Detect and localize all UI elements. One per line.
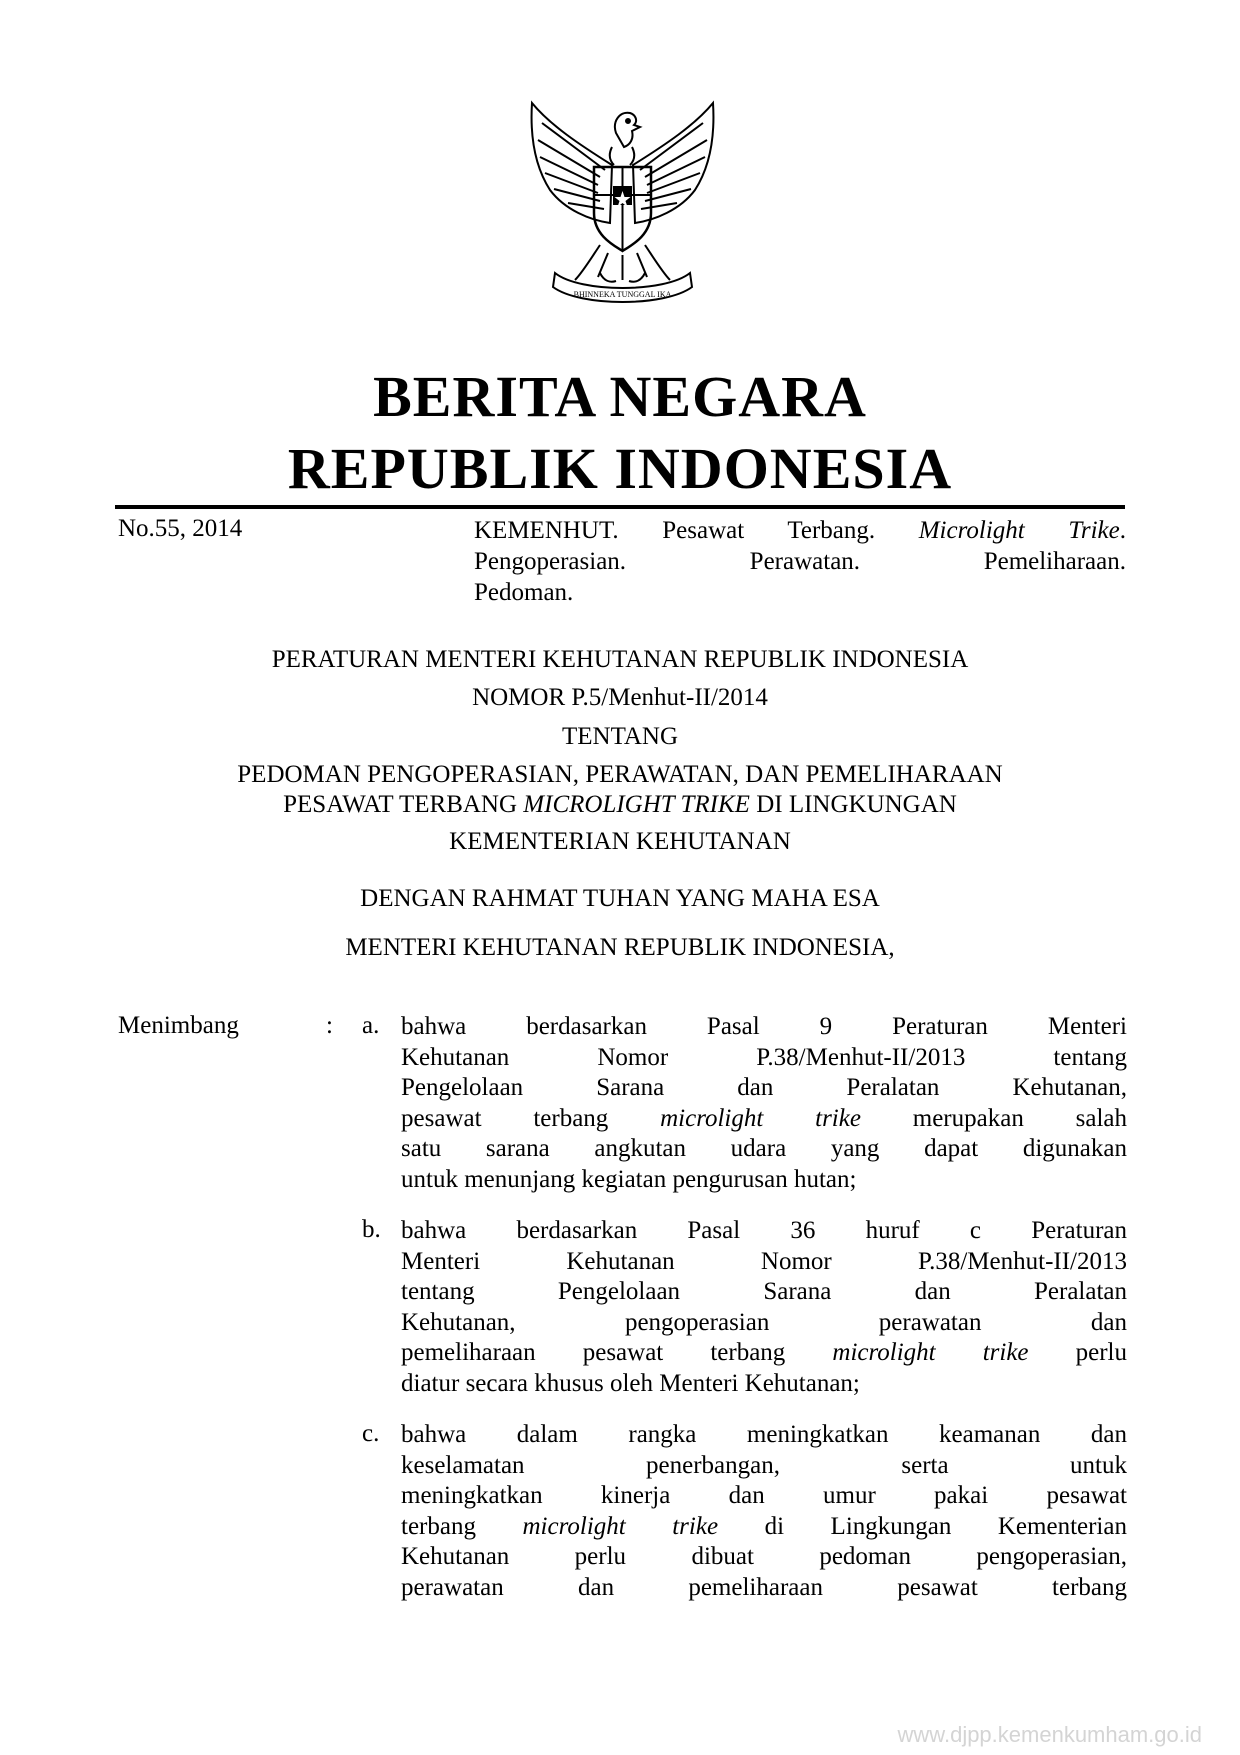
item-letter: b. xyxy=(362,1216,381,1243)
regulation-subject-text: DI LINGKUNGAN xyxy=(749,791,957,818)
title-divider xyxy=(115,505,1125,509)
regulation-subject-text: PESAWAT TERBANG xyxy=(283,791,524,818)
subject-text: KEMENHUT. Pesawat Terbang. xyxy=(474,517,919,544)
subject-line: Pedoman. xyxy=(474,579,574,606)
consideration-line: meningkatkan kinerja dan umur pakai pesawat xyxy=(401,1482,1127,1509)
consideration-line: terbang microlight trike di Lingkungan Kementerian xyxy=(401,1512,1127,1540)
consideration-line: Kehutanan perlu dibuat pedoman pengoperasian, xyxy=(401,1543,1127,1570)
regulation-number: NOMOR P.5/Menhut-II/2014 xyxy=(472,684,768,711)
watermark: www.djpp.kemenkumham.go.id xyxy=(897,1722,1202,1747)
consideration-line: Kehutanan Nomor P.38/Menhut-II/2013 tentang xyxy=(401,1043,1127,1071)
consideration-line: Pengelolaan Sarana dan Peralatan Kehutanan, xyxy=(401,1074,1127,1101)
consideration-line: pemeliharaan pesawat terbang microlight trike perlu xyxy=(401,1339,1127,1366)
consideration-line: tentang Pengelolaan Sarana dan Peralatan xyxy=(401,1278,1127,1305)
consideration-line: bahwa berdasarkan Pasal 36 huruf c Peraturan xyxy=(401,1217,1127,1244)
garuda-emblem-icon xyxy=(520,95,725,310)
considerations-colon: : xyxy=(326,1012,333,1039)
item-letter: c. xyxy=(362,1420,380,1447)
consideration-line: bahwa berdasarkan Pasal 9 Peraturan Menteri xyxy=(401,1013,1127,1040)
invocation: DENGAN RAHMAT TUHAN YANG MAHA ESA xyxy=(360,885,880,912)
consideration-line: perawatan dan pemeliharaan pesawat terbang xyxy=(401,1573,1127,1601)
regulation-subject-italic: MICROLIGHT TRIKE xyxy=(523,791,750,818)
gazette-subject xyxy=(474,515,1126,608)
consideration-line: keselamatan penerbangan, serta untuk xyxy=(401,1451,1127,1479)
emblem-motto: BHINNEKA TUNGGAL IKA xyxy=(573,290,672,299)
gazette-number: No.55, 2014 xyxy=(118,515,243,542)
regulation-about: TENTANG xyxy=(561,723,679,750)
regulation-title: PERATURAN MENTERI KEHUTANAN REPUBLIK INDONESIA xyxy=(271,646,969,673)
consideration-line: untuk menunjang kegiatan pengurusan hutan; xyxy=(401,1165,857,1193)
subject-italic-text: Microlight Trike xyxy=(918,517,1120,544)
gazette-title-line1: BERITA NEGARA xyxy=(373,364,867,429)
consideration-item-b xyxy=(401,1216,1127,1399)
consideration-line: Kehutanan, pengoperasian perawatan dan xyxy=(401,1308,1127,1336)
regulation-subject-line1: PEDOMAN PENGOPERASIAN, PERAWATAN, DAN PEMELIHARAAN xyxy=(237,761,1003,788)
subject-text: . xyxy=(1119,517,1126,544)
consideration-line: satu sarana angkutan udara yang dapat digunakan xyxy=(401,1135,1127,1162)
regulation-subject-line3: KEMENTERIAN KEHUTANAN xyxy=(449,828,791,855)
subject-line: Pengoperasian. Perawatan. Pemeliharaan. xyxy=(474,548,1126,575)
consideration-item-a xyxy=(401,1012,1127,1195)
consideration-line: Menteri Kehutanan Nomor P.38/Menhut-II/2013 xyxy=(401,1247,1127,1275)
consideration-line: diatur secara khusus oleh Menteri Kehutanan; xyxy=(401,1369,860,1397)
regulation-subject-line2 xyxy=(0,790,1240,820)
gazette-title-line2: REPUBLIK INDONESIA xyxy=(287,436,953,501)
consideration-line: pesawat terbang microlight trike merupakan salah xyxy=(401,1104,1127,1132)
subject-line xyxy=(474,515,1126,546)
consideration-line: bahwa dalam rangka meningkatkan keamanan dan xyxy=(401,1421,1127,1448)
considerations-label: Menimbang xyxy=(118,1012,239,1039)
minister-title: MENTERI KEHUTANAN REPUBLIK INDONESIA, xyxy=(345,934,895,961)
item-letter: a. xyxy=(362,1012,380,1039)
consideration-item-c xyxy=(401,1420,1127,1603)
